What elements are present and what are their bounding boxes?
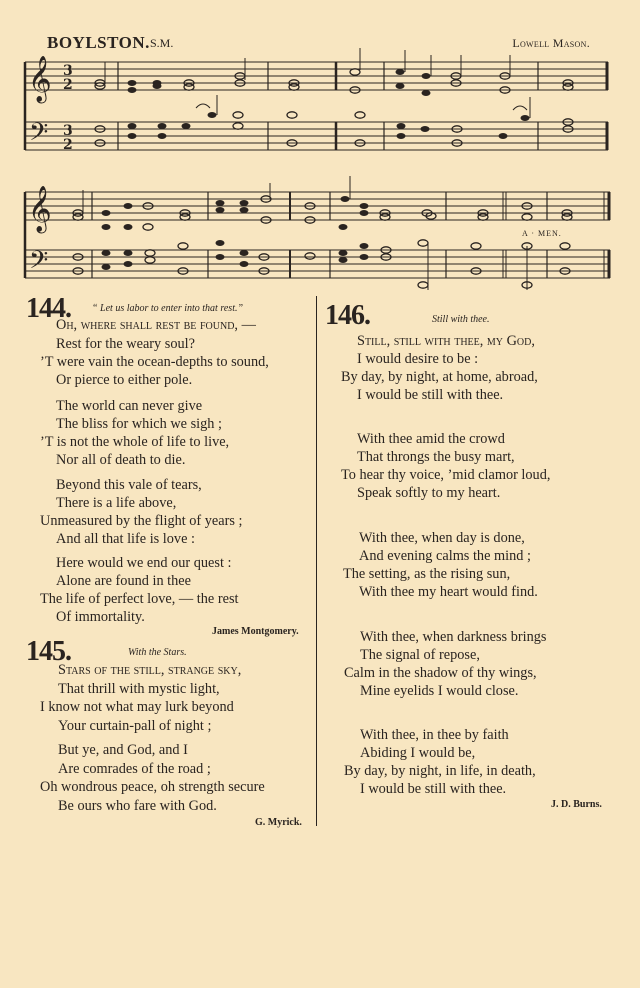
- verse-line: Be ours who fare with God.: [58, 798, 217, 814]
- verse-line: Of immortality.: [56, 609, 145, 625]
- verse-line: With thee, when day is done,: [359, 530, 525, 546]
- verse-line: Calm in the shadow of thy wings,: [344, 665, 537, 681]
- verse-line: Beyond this vale of tears,: [56, 477, 202, 493]
- verse-line: Alone are found in thee: [56, 573, 191, 589]
- hymn-heading-144: “ Let us labor to enter into that rest.”: [92, 303, 244, 314]
- svg-text:2: 2: [63, 77, 73, 93]
- svg-text:2: 2: [63, 137, 73, 153]
- verse-line: And evening calms the mind ;: [359, 548, 531, 564]
- verse-line: ’T were vain the ocean-depths to sound,: [40, 354, 269, 370]
- hymn-author-145: G. Myrick.: [255, 817, 302, 828]
- verse-line: With thee my heart would find.: [359, 584, 538, 600]
- verse-line: To hear thy voice, ’mid clamor loud,: [341, 467, 551, 483]
- verse-line: I would be still with thee.: [360, 781, 507, 797]
- verse-line: Speak softly to my heart.: [357, 485, 501, 501]
- verse-line: [56, 316, 256, 335]
- verse-line: The life of perfect love, — the rest: [40, 591, 239, 607]
- column-divider: [316, 296, 317, 826]
- hymn-number-146: 146.: [325, 300, 370, 331]
- hymn-number-145: 145.: [26, 636, 71, 667]
- amen-text: A · MEN.: [522, 229, 562, 238]
- verse-line: With thee, in thee by faith: [360, 727, 509, 743]
- tune-meter: S.M.: [150, 36, 174, 50]
- hymn-author-146: J. D. Burns.: [551, 799, 602, 810]
- verse-line: But ye, and God, and I: [58, 742, 188, 758]
- tune-title: BOYLSTON.: [47, 33, 150, 52]
- verse-line: By day, by night, at home, abroad,: [341, 369, 538, 385]
- verse-line: Or pierce to either pole.: [56, 372, 193, 388]
- slurs: [196, 104, 527, 110]
- verse-line-text: Oh, where shall rest be found, —: [56, 317, 256, 333]
- verse-line: And all that life is love :: [56, 531, 195, 547]
- verse-line: [357, 332, 535, 351]
- system1-bass-staff: [25, 122, 608, 150]
- hymn-heading-145: With the Stars.: [128, 647, 187, 658]
- verse-line: I know not what may lurk beyond: [40, 699, 234, 715]
- verse-line-text: Stars of the still, strange sky,: [58, 662, 242, 678]
- svg-text:𝄞: 𝄞: [28, 186, 52, 232]
- half-notes: [73, 69, 573, 288]
- verse-line-text: Still, still with thee, my God,: [357, 333, 535, 349]
- verse-line: [58, 661, 241, 680]
- quarter-notes: [102, 69, 530, 270]
- verse-line: ’T is not the whole of life to live,: [40, 434, 230, 450]
- system2-bass-staff: [25, 250, 610, 278]
- svg-text:𝄢: 𝄢: [29, 118, 49, 153]
- verse-line: Here would we end our quest :: [56, 555, 232, 571]
- verse-line: I would desire to be :: [357, 351, 479, 367]
- verse-line: That throngs the busy mart,: [357, 449, 515, 465]
- tune-composer: Lowell Mason.: [512, 36, 590, 50]
- verse-line: Nor all of death to die.: [56, 452, 186, 468]
- verse-line: Abiding I would be,: [360, 745, 476, 761]
- verse-line: There is a life above,: [56, 495, 177, 511]
- verse-line: I would be still with thee.: [357, 387, 504, 403]
- verse-line: Oh wondrous peace, oh strength secure: [40, 779, 265, 795]
- system1-treble-staff: [25, 62, 608, 90]
- music-score: [0, 0, 640, 300]
- verse-line: Rest for the weary soul?: [56, 336, 195, 352]
- verse-line: The signal of repose,: [360, 647, 480, 663]
- verse-line: By day, by night, in life, in death,: [344, 763, 536, 779]
- svg-text:𝄢: 𝄢: [29, 246, 49, 281]
- verse-line: The world can never give: [56, 398, 203, 414]
- clefs: [28, 56, 73, 281]
- hymn-author-144: James Montgomery.: [212, 626, 299, 637]
- verse-line: Your curtain-pall of night ;: [58, 718, 212, 734]
- verse-line: Are comrades of the road ;: [58, 761, 211, 777]
- verse-line: Mine eyelids I would close.: [360, 683, 519, 699]
- hymn-number-144: 144.: [26, 293, 71, 324]
- verse-line: With thee, when darkness brings: [360, 629, 547, 645]
- verse-line: Unmeasured by the flight of years ;: [40, 513, 243, 529]
- verse-line: That thrill with mystic light,: [58, 681, 220, 697]
- verse-line: With thee amid the crowd: [357, 431, 505, 447]
- verse-line: The bliss for which we sigh ;: [56, 416, 222, 432]
- hymn-heading-146: Still with thee.: [432, 314, 490, 325]
- svg-text:3: 3: [63, 63, 73, 79]
- svg-text:3: 3: [63, 123, 73, 139]
- verse-line: The setting, as the rising sun,: [343, 566, 511, 582]
- svg-text:𝄞: 𝄞: [28, 56, 52, 102]
